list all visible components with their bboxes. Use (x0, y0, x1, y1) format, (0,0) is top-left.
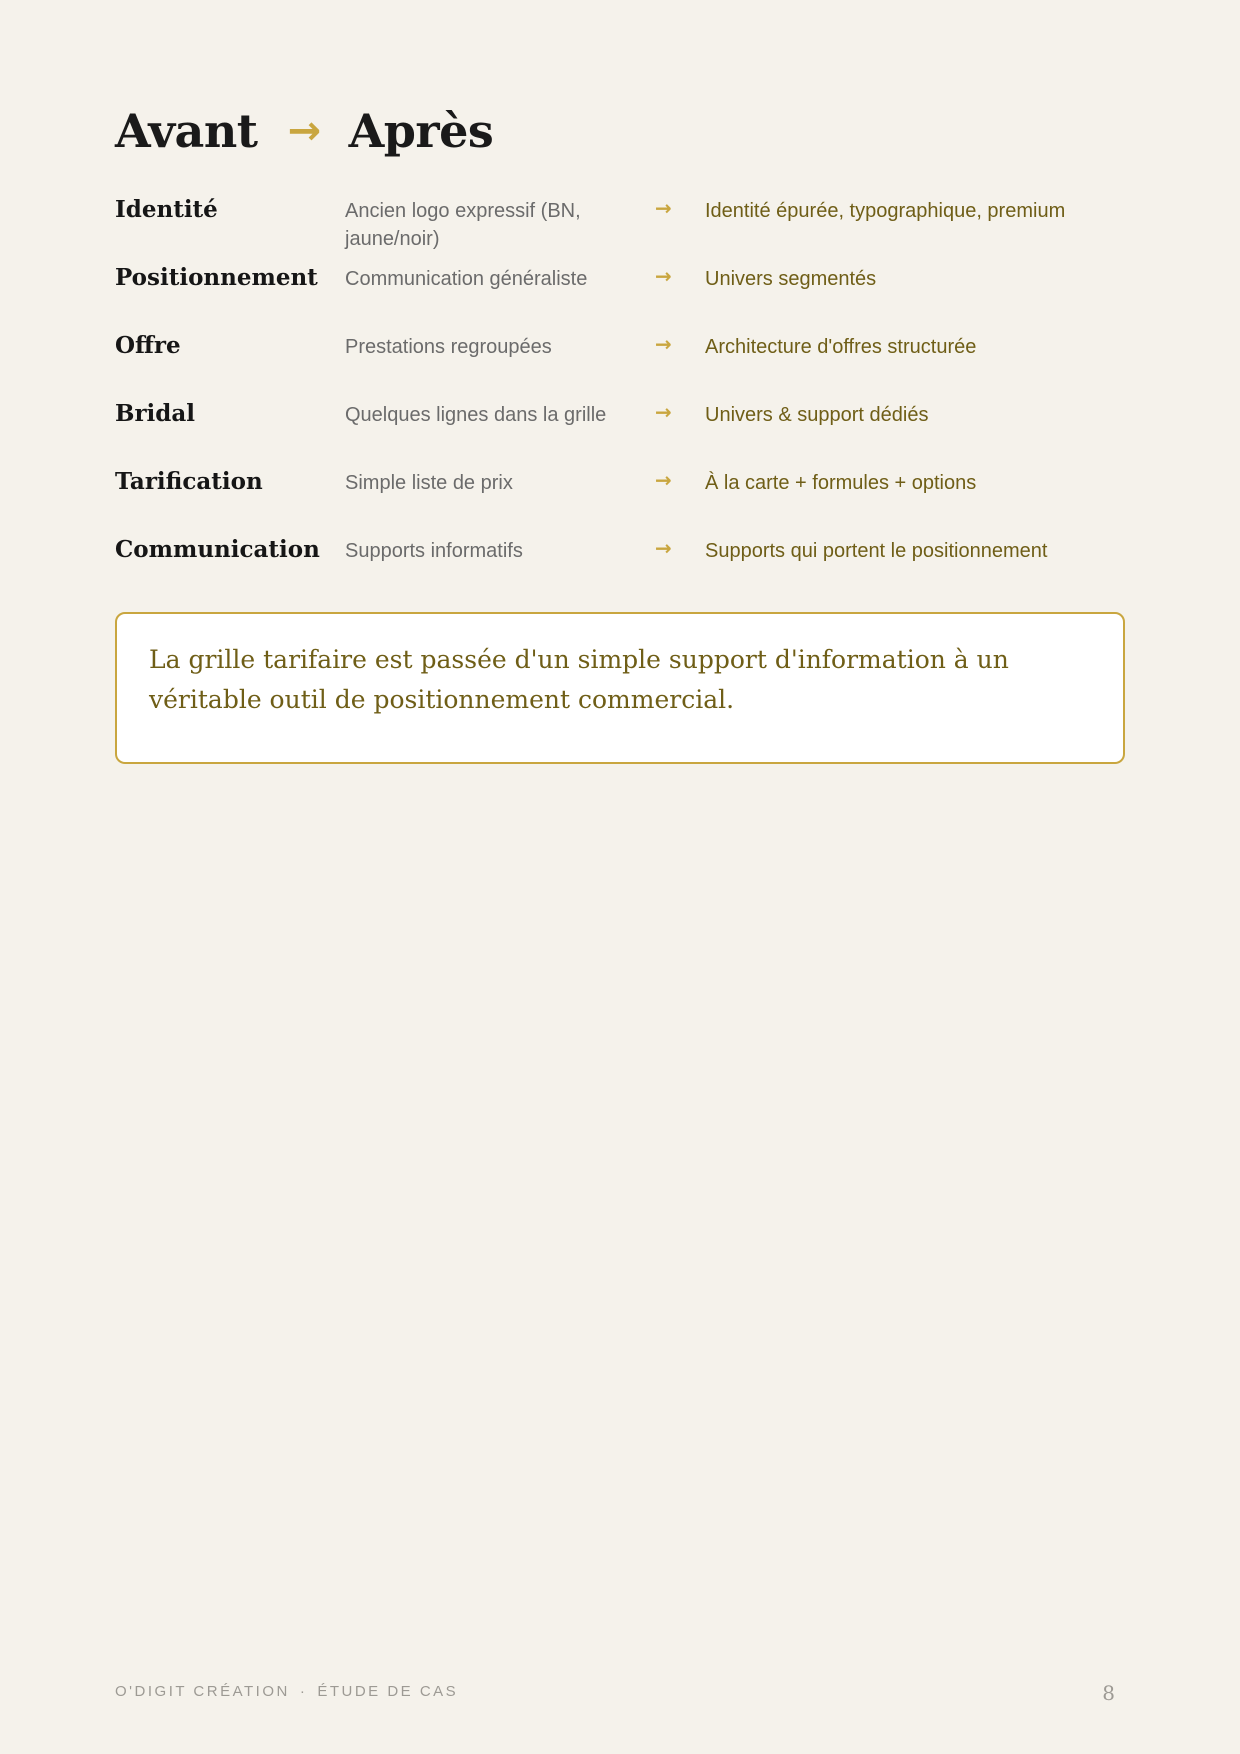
footer-section: ÉTUDE DE CAS (317, 1683, 459, 1700)
comparison-row-identite (115, 196, 1125, 264)
row-label: Identité (115, 196, 218, 223)
arrow-right-icon: → (655, 332, 672, 356)
title-arrow-icon: → (287, 108, 321, 154)
comparison-row-offre (115, 332, 1125, 400)
title-before: Avant (115, 104, 258, 158)
footer-separator: · (299, 1683, 308, 1700)
row-after: Univers segmentés (705, 268, 877, 290)
row-after: Identité épurée, typographique, premium (705, 200, 1066, 222)
footer-brand (115, 1683, 458, 1700)
page-title (115, 104, 493, 158)
row-label: Positionnement (115, 264, 318, 291)
row-label: Tarification (115, 468, 263, 495)
arrow-right-icon: → (655, 400, 672, 424)
row-after: À la carte + formules + options (705, 472, 977, 494)
row-before: Communication généraliste (345, 268, 588, 290)
row-label: Communication (115, 536, 320, 563)
comparison-row-tarification (115, 468, 1125, 536)
row-after: Univers & support dédiés (705, 404, 929, 426)
page-footer (115, 1683, 1115, 1705)
comparison-row-communication (115, 536, 1125, 604)
title-after: Après (348, 104, 494, 158)
row-before: Prestations regroupées (345, 336, 552, 358)
row-label: Offre (115, 332, 181, 359)
arrow-right-icon: → (655, 536, 672, 560)
row-label: Bridal (115, 400, 196, 427)
comparison-table (115, 196, 1125, 604)
arrow-right-icon: → (655, 468, 672, 492)
row-before: Quelques lignes dans la grille (345, 404, 607, 426)
summary-callout (115, 612, 1125, 764)
footer-brand-name: O'DIGIT CRÉATION (115, 1683, 290, 1700)
row-before: Ancien logo expressif (BN, jaune/noir) (345, 200, 581, 250)
arrow-right-icon: → (655, 264, 672, 288)
comparison-row-positionnement (115, 264, 1125, 332)
arrow-right-icon: → (655, 196, 672, 220)
row-after: Supports qui portent le positionnement (705, 540, 1048, 562)
comparison-row-bridal (115, 400, 1125, 468)
row-after: Architecture d'offres structurée (705, 336, 977, 358)
row-before: Supports informatifs (345, 540, 523, 562)
callout-text: La grille tarifaire est passée d'un simple support d'information à un véritable outil de positionnement commercial. (149, 645, 1009, 714)
row-before: Simple liste de prix (345, 472, 513, 494)
page-number: 8 (1102, 1681, 1115, 1705)
